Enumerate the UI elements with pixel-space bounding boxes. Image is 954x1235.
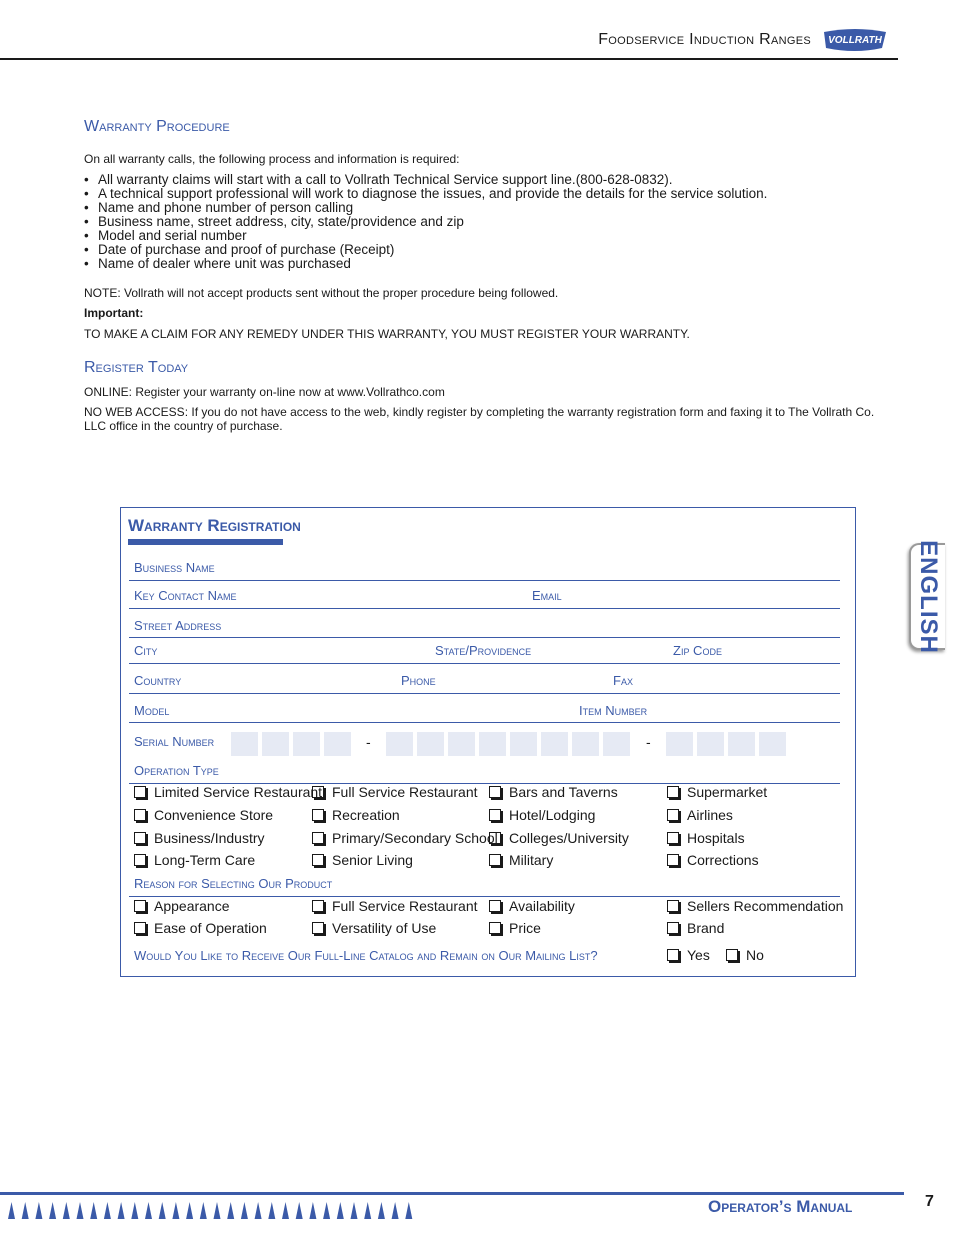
country-phone-fax-field[interactable]	[129, 693, 840, 694]
checkbox-icon	[489, 900, 501, 912]
phone-label: Phone	[401, 673, 436, 688]
serial-digit-box[interactable]	[510, 732, 537, 756]
footer-triangle	[22, 1202, 29, 1219]
checkbox-icon	[667, 922, 679, 934]
mailing-yes-checkbox[interactable]: Yes	[667, 947, 710, 963]
state-label: State/Providence	[435, 643, 532, 658]
checkbox-option[interactable]: Ease of Operation	[134, 920, 267, 936]
procedure-intro: On all warranty calls, the following process and information is required:	[84, 152, 460, 166]
register-today-heading: Register Today	[84, 359, 189, 376]
checkbox-icon	[667, 854, 679, 866]
checkbox-icon	[312, 922, 324, 934]
language-tab-label: ENGLISH	[915, 539, 942, 654]
checkbox-icon	[312, 809, 324, 821]
checkbox-icon	[134, 854, 146, 866]
serial-digit-box[interactable]	[324, 732, 351, 756]
checkbox-icon	[312, 786, 324, 798]
serial-dash: -	[646, 734, 651, 750]
important-label: Important:	[84, 306, 144, 320]
checkbox-icon	[489, 854, 501, 866]
checkbox-option[interactable]: Sellers Recommendation	[667, 898, 843, 914]
footer-triangle	[159, 1202, 166, 1219]
checkbox-option[interactable]: Versatility of Use	[312, 920, 436, 936]
footer-triangle	[118, 1202, 125, 1219]
checkbox-option[interactable]: Convenience Store	[134, 807, 273, 823]
model-label: Model	[134, 703, 170, 718]
list-item: • Name of dealer where unit was purchased	[84, 257, 864, 271]
checkbox-option[interactable]: Corrections	[667, 852, 759, 868]
footer-triangle	[8, 1202, 15, 1219]
checkbox-option[interactable]: Limited Service Restaurant	[134, 784, 322, 800]
serial-digit-box[interactable]	[666, 732, 693, 756]
checkbox-icon	[134, 922, 146, 934]
important-text: TO MAKE A CLAIM FOR ANY REMEDY UNDER THIS WARRANTY, YOU MUST REGISTER YOUR WARRANTY.	[84, 327, 690, 341]
footer-title: Operator’s Manual	[708, 1197, 853, 1216]
footer-triangle	[49, 1202, 56, 1219]
footer-triangle	[227, 1202, 234, 1219]
checkbox-icon	[312, 832, 324, 844]
item-number-label: Item Number	[579, 703, 648, 718]
checkbox-option[interactable]: Brand	[667, 920, 724, 936]
street-address-field[interactable]	[129, 637, 840, 638]
footer-triangle	[351, 1202, 358, 1219]
serial-digit-box[interactable]	[572, 732, 599, 756]
checkbox-option[interactable]: Appearance	[134, 898, 230, 914]
header-title: Foodservice Induction Ranges	[598, 31, 811, 48]
serial-digit-box[interactable]	[728, 732, 755, 756]
form-title-bar	[128, 539, 283, 545]
serial-digit-box[interactable]	[759, 732, 786, 756]
register-no-web: NO WEB ACCESS: If you do not have access to the web, kindly register by completing the warranty registration form and faxing it to The Vollrath Co. LLC office in the country of purchase.	[84, 405, 875, 433]
footer-rule	[0, 1192, 904, 1195]
business-name-field[interactable]	[129, 580, 840, 581]
header-rule	[0, 58, 898, 60]
city-state-zip-field[interactable]	[129, 663, 840, 664]
checkbox-option[interactable]: Bars and Taverns	[489, 784, 618, 800]
checkbox-icon	[489, 832, 501, 844]
serial-digit-box[interactable]	[262, 732, 289, 756]
serial-digit-box[interactable]	[541, 732, 568, 756]
business-name-label: Business Name	[134, 560, 215, 575]
form-title: Warranty Registration	[128, 516, 301, 535]
procedure-note: NOTE: Vollrath will not accept products sent without the proper procedure being followed.	[84, 286, 559, 300]
fax-label: Fax	[613, 673, 633, 688]
checkbox-icon	[134, 809, 146, 821]
list-item: • A technical support professional will work to diagnose the issues, and provide the details for the service solution.	[84, 187, 864, 201]
email-label: Email	[532, 588, 562, 603]
checkbox-icon	[667, 832, 679, 844]
mailing-no-checkbox[interactable]: No	[726, 947, 764, 963]
checkbox-icon	[312, 900, 324, 912]
warranty-registration-form	[120, 507, 856, 977]
city-label: City	[134, 643, 158, 658]
checkbox-option[interactable]: Availability	[489, 898, 575, 914]
list-item: • Name and phone number of person calling	[84, 201, 864, 215]
list-item: • Model and serial number	[84, 229, 864, 243]
footer-triangle	[323, 1202, 330, 1219]
footer-triangle	[186, 1202, 193, 1219]
list-item: • Date of purchase and proof of purchase (Receipt)	[84, 243, 864, 257]
footer-triangle	[104, 1202, 111, 1219]
checkbox-option[interactable]: Military	[489, 852, 553, 868]
checkbox-icon	[489, 809, 501, 821]
checkbox-option[interactable]: Full Service Restaurant	[312, 898, 478, 914]
footer-triangle	[364, 1202, 371, 1219]
checkbox-icon	[489, 922, 501, 934]
serial-digit-box[interactable]	[448, 732, 475, 756]
footer-triangle	[309, 1202, 316, 1219]
contact-email-field[interactable]	[129, 608, 840, 609]
warranty-procedure-heading: Warranty Procedure	[84, 118, 230, 135]
serial-number-label: Serial Number	[134, 734, 215, 749]
footer-triangle-pattern	[6, 1201, 418, 1220]
serial-digit-box[interactable]	[479, 732, 506, 756]
footer-triangle	[77, 1202, 84, 1219]
vollrath-logo	[820, 28, 890, 52]
logo-text: VOLLRATH	[828, 35, 882, 46]
checkbox-option[interactable]: Primary/Secondary School	[312, 830, 498, 846]
footer-triangle	[392, 1202, 399, 1219]
footer-triangle	[131, 1202, 138, 1219]
checkbox-icon	[667, 900, 679, 912]
checkbox-option[interactable]: Full Service Restaurant	[312, 784, 478, 800]
footer-triangle	[241, 1202, 248, 1219]
model-item-field[interactable]	[129, 722, 840, 723]
checkbox-option[interactable]: Hospitals	[667, 830, 745, 846]
checkbox-option[interactable]: Long-Term Care	[134, 852, 255, 868]
checkbox-option[interactable]: Price	[489, 920, 541, 936]
footer-triangle	[337, 1202, 344, 1219]
serial-digit-box[interactable]	[603, 732, 630, 756]
footer-triangle	[282, 1202, 289, 1219]
serial-digit-box[interactable]	[386, 732, 413, 756]
checkbox-icon	[134, 832, 146, 844]
checkbox-option[interactable]: Hotel/Lodging	[489, 807, 595, 823]
checkbox-icon	[489, 786, 501, 798]
footer-triangle	[378, 1202, 385, 1219]
checkbox-icon	[667, 809, 679, 821]
key-contact-label: Key Contact Name	[134, 588, 237, 603]
serial-dash: -	[366, 734, 371, 750]
checkbox-icon	[667, 786, 679, 798]
footer-triangle	[35, 1202, 42, 1219]
checkbox-option[interactable]: Senior Living	[312, 852, 413, 868]
footer-triangle	[296, 1202, 303, 1219]
footer-triangle	[200, 1202, 207, 1219]
checkbox-option[interactable]: Supermarket	[667, 784, 767, 800]
footer-triangle	[255, 1202, 262, 1219]
footer-triangle	[63, 1202, 70, 1219]
footer-triangle	[172, 1202, 179, 1219]
checkbox-option[interactable]: Airlines	[667, 807, 733, 823]
footer-triangle	[214, 1202, 221, 1219]
footer-triangle	[90, 1202, 97, 1219]
reason-rule	[129, 896, 840, 897]
register-online: ONLINE: Register your warranty on-line now at www.Vollrathco.com	[84, 385, 445, 399]
street-address-label: Street Address	[134, 618, 222, 633]
serial-digit-box[interactable]	[293, 732, 320, 756]
list-item: • All warranty claims will start with a call to Vollrath Technical Service support line.(800-628-0832).	[84, 173, 864, 187]
checkbox-icon	[134, 786, 146, 798]
mailing-question: Would You Like to Receive Our Full-Line Catalog and Remain on Our Mailing List?	[134, 948, 598, 963]
footer-triangle	[405, 1202, 412, 1219]
list-item: • Business name, street address, city, state/providence and zip	[84, 215, 864, 229]
serial-digit-box[interactable]	[231, 732, 258, 756]
serial-digit-box[interactable]	[417, 732, 444, 756]
checkbox-icon	[134, 900, 146, 912]
footer-triangle	[145, 1202, 152, 1219]
checkbox-option[interactable]: Colleges/University	[489, 830, 629, 846]
operation-type-label: Operation Type	[134, 763, 219, 778]
checkbox-icon	[667, 949, 679, 961]
zip-label: Zip Code	[673, 643, 722, 658]
language-tab	[909, 539, 945, 654]
procedure-bullets	[84, 173, 864, 271]
country-label: Country	[134, 673, 182, 688]
serial-digit-box[interactable]	[697, 732, 724, 756]
page-number: 7	[925, 1193, 934, 1210]
reason-label: Reason for Selecting Our Product	[134, 876, 333, 891]
checkbox-icon	[726, 949, 738, 961]
checkbox-option[interactable]: Business/Industry	[134, 830, 265, 846]
checkbox-option[interactable]: Recreation	[312, 807, 400, 823]
footer-triangle	[268, 1202, 275, 1219]
checkbox-icon	[312, 854, 324, 866]
